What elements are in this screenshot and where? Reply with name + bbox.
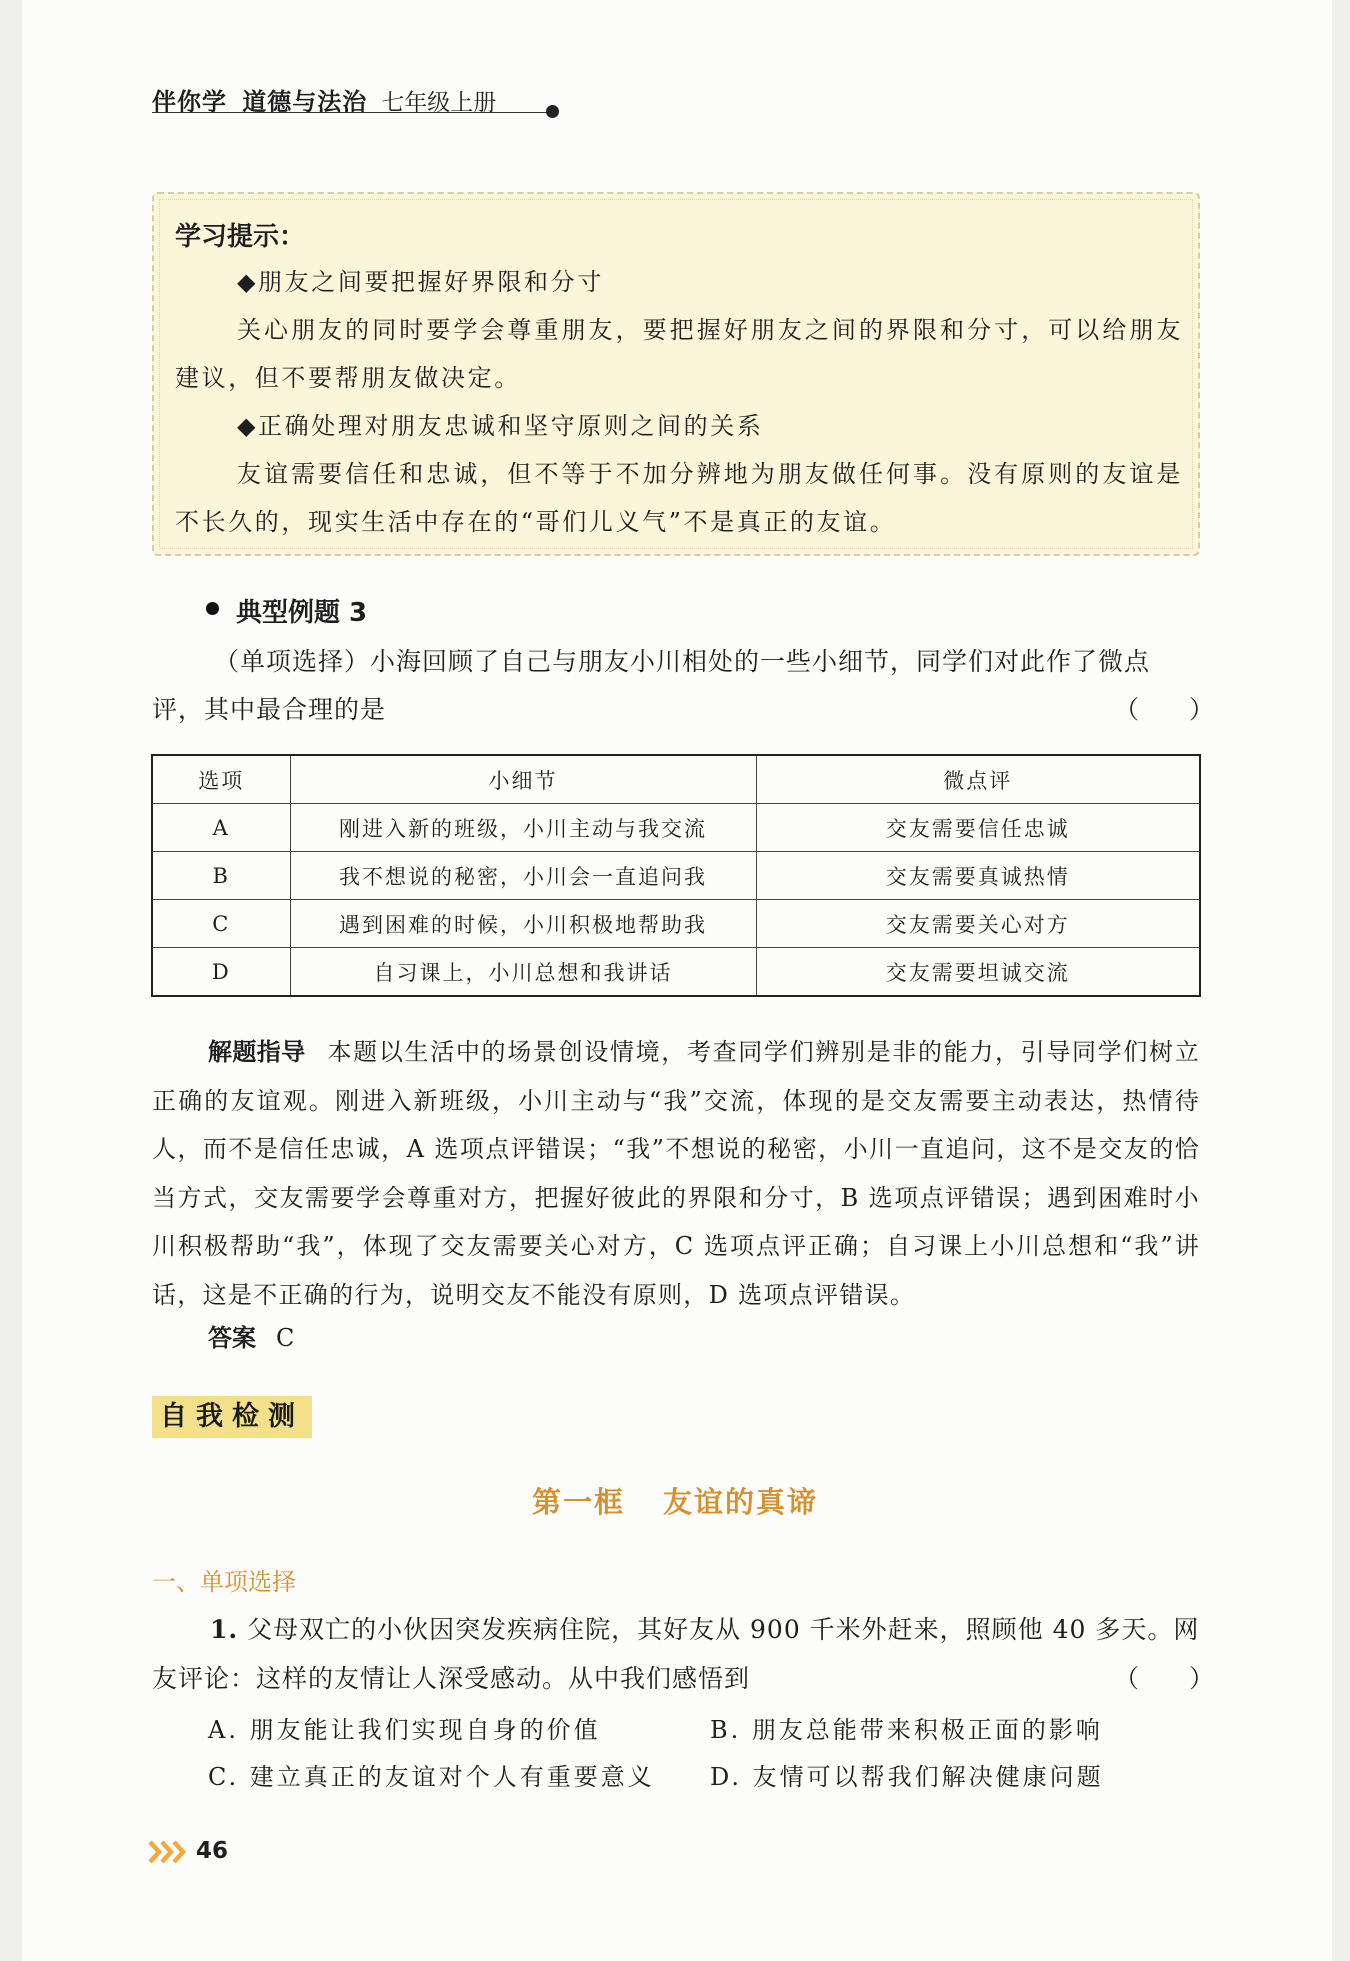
table-cell-option: B [152, 852, 290, 900]
section-title [0, 1480, 1350, 1521]
guide-label: 解题指导 [208, 1038, 306, 1066]
question-1 [152, 1605, 1200, 1703]
question-1-answer-paren: （ ） [1114, 1664, 1215, 1693]
tips-title: 学习提示： [175, 222, 306, 252]
table-cell-detail: 遇到困难的时候，小川积极地帮助我 [290, 900, 756, 948]
table-cell-detail: 我不想说的秘密，小川会一直追问我 [290, 852, 756, 900]
page-arrows-icon [148, 1838, 190, 1866]
guide-text: 本题以生活中的场景创设情境，考查同学们辨别是非的能力，引导同学们树立正确的友谊观。刚进入新班级，小川主动与“我”交流，体现的是交友需要主动表达，热情待人，而不是信任忠诚，A 选项点评错误；“我”不想说的秘密，小川一直追问，这不是交友的恰当方式，交友需要学会尊重对方，把握好彼此的界限和分寸，B 选项点评错误；遇到困难时小川积极帮助“我”，体现了交友需要关心对方，C 选项点评正确；自习课上小川总想和“我”讲话，这是不正确的行为，说明交友不能没有原则，D 选项点评错误。 [152, 1038, 1201, 1309]
table-row [152, 804, 1200, 852]
example-question: （单项选择）小海回顾了自己与朋友小川相处的一些小细节，同学们对此作了微点评，其中最合理的是 [152, 647, 1151, 724]
section-title-part2: 友谊的真谛 [663, 1485, 819, 1519]
table-cell-option: A [152, 804, 290, 852]
option-b: B. 朋友总能带来积极正面的影响 [710, 1716, 1103, 1744]
answer-line [208, 1318, 294, 1353]
header-rule [152, 112, 548, 113]
option-a: A. 朋友能让我们实现自身的价值 [208, 1716, 601, 1744]
table-cell-detail: 自习课上，小川总想和我讲话 [290, 948, 756, 997]
single-choice-heading: 一、单项选择 [152, 1568, 296, 1596]
header-series: 伴你学 [152, 88, 227, 116]
table-header-detail: 小细节 [290, 755, 756, 804]
tips-paragraph-2: 友谊需要信任和忠诚，但不等于不加分辨地为朋友做任何事。没有原则的友谊是不长久的，现实生活中存在的“哥们儿义气”不是真正的友谊。 [175, 460, 1183, 536]
question-1-number: 1. [210, 1615, 239, 1644]
question-1-text: 父母双亡的小伙因突发疾病住院，其好友从 900 千米外赶来，照顾他 40 多天。网友评论：这样的友情让人深受感动。从中我们感悟到 [152, 1615, 1200, 1693]
header-subject: 道德与法治 [242, 88, 368, 116]
tips-paragraph-1: 关心朋友的同时要学会尊重朋友，要把握好朋友之间的界限和分寸，可以给朋友建议，但不要帮朋友做决定。 [175, 316, 1183, 392]
table-cell-detail: 刚进入新的班级，小川主动与我交流 [290, 804, 756, 852]
table-cell-comment: 交友需要真诚热情 [756, 852, 1200, 900]
option-c: C. 建立真正的友谊对个人有重要意义 [208, 1763, 655, 1791]
self-test-banner: 自我检测 [152, 1396, 312, 1438]
table-cell-comment: 交友需要关心对方 [756, 900, 1200, 948]
table-row [152, 900, 1200, 948]
section-title-part1: 第一框 [531, 1485, 625, 1519]
table-row [152, 948, 1200, 997]
example-options-table [151, 754, 1201, 997]
table-header-row [152, 755, 1200, 804]
tips-bullet-2: ◆正确处理对朋友忠诚和坚守原则之间的关系 [237, 412, 764, 440]
answer-value: C [276, 1324, 295, 1352]
example-bullet-icon [206, 602, 219, 615]
table-cell-option: D [152, 948, 290, 997]
table-cell-comment: 交友需要坦诚交流 [756, 948, 1200, 997]
answer-label: 答案 [208, 1324, 256, 1352]
table-row [152, 852, 1200, 900]
table-header-comment: 微点评 [756, 755, 1200, 804]
solution-guide [152, 1028, 1200, 1319]
example-answer-paren: （ ） [1114, 695, 1215, 724]
table-cell-option: C [152, 900, 290, 948]
example-title: 典型例题 3 [236, 598, 368, 628]
option-d: D. 友情可以帮我们解决健康问题 [710, 1763, 1104, 1791]
header-grade: 七年级上册 [381, 90, 497, 116]
table-cell-comment: 交友需要信任忠诚 [756, 804, 1200, 852]
table-header-option: 选项 [152, 755, 290, 804]
tips-bullet-1: ◆朋友之间要把握好界限和分寸 [237, 268, 604, 296]
header-dot [546, 105, 559, 118]
page-number: 46 [196, 1838, 229, 1864]
